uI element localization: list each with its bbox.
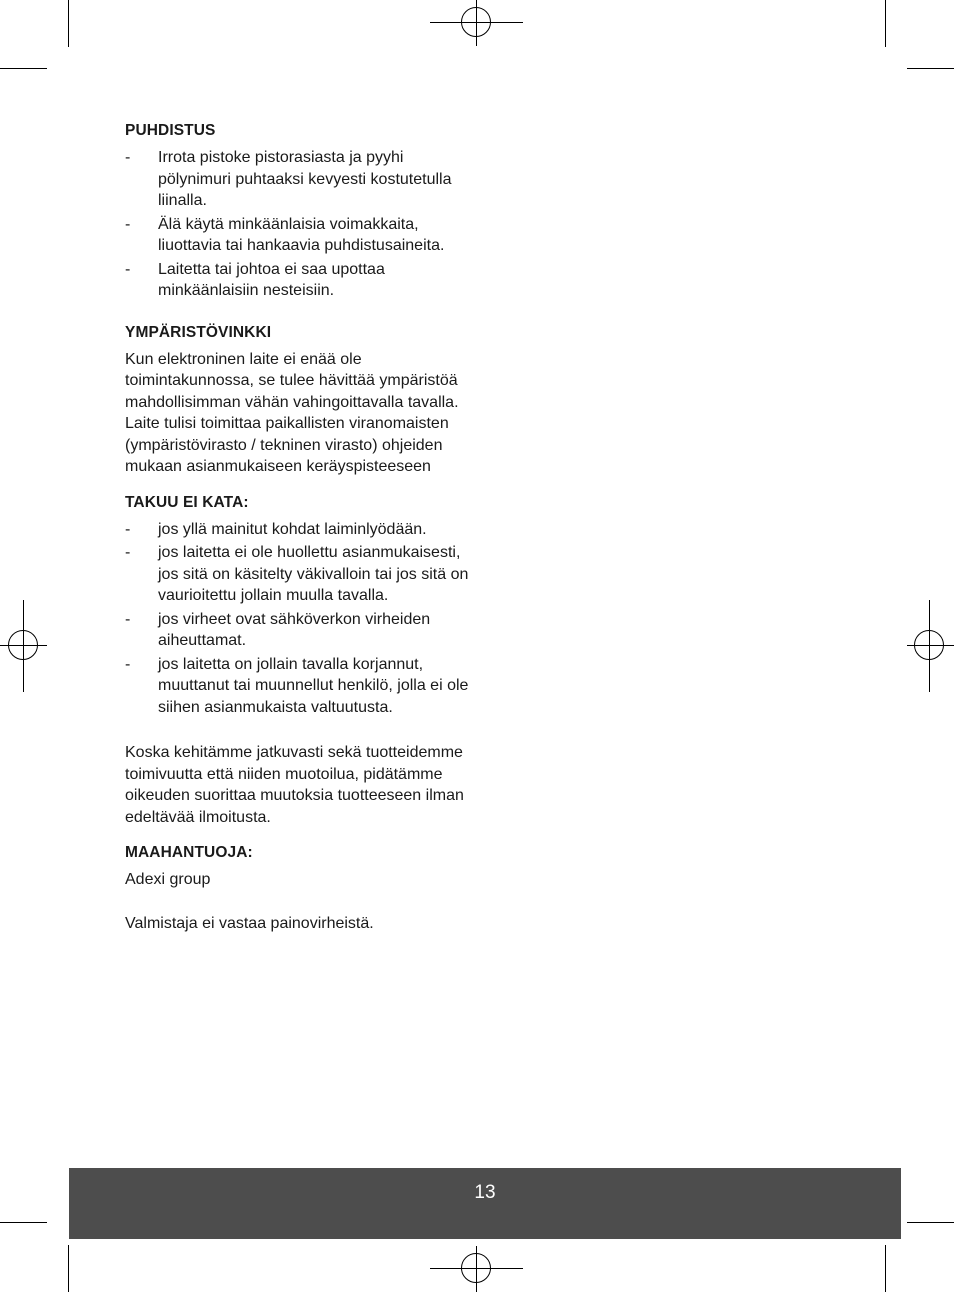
page-number: 13 [474,1182,496,1203]
crop-mark-bottom-left-v [68,1245,69,1292]
list-item: - Laitetta tai johtoa ei saa upottaa minkäänlaisiin nesteisiin. [125,260,385,299]
list-item: - jos laitetta on jollain tavalla korjannut, muuttanut tai muunnellut henkilö, jolla ei ole siihen asianmukaista valtuutusta. [125,655,469,716]
warranty-list [125,519,470,719]
crop-mark-top-right-v [885,0,886,47]
disclaimer-text: Valmistaja ei vastaa painovirheistä. [125,914,374,932]
list-item: - Irrota pistoke pistorasiasta ja pyyhi pölynimuri puhtaaksi kevyesti kostutetulla liinalla. [125,149,452,209]
content-column [125,120,470,934]
list-item: - jos yllä mainitut kohdat laiminlyödään. [125,520,427,538]
list-item: - jos virheet ovat sähköverkon virheiden aiheuttamat. [125,610,431,649]
heading-environment: YMPÄRISTÖVINKKI [125,323,272,341]
crop-mark-bottom-right-h [907,1222,954,1223]
list-item: - jos laitetta ei ole huollettu asianmukaisesti, jos sitä on käsitelty väkivalloin tai jos sitä on vaurioitettu jollain muulla tavalla. [125,544,469,604]
environment-text: Kun elektroninen laite ei enää ole toimintakunnossa, se tulee hävittää ympäristöä mahdollisimman vähän vahingoittavalla tavalla. Laite tulisi toimittaa paikallisten viranomaisten (ympäristövirasto / tekninen virasto) ohjeiden mukaan asianmukaiseen keräyspisteeseen [125,350,459,475]
crop-mark-bottom-right-v [885,1245,886,1292]
cleaning-list [125,147,470,302]
list-item: - Älä käytä minkäänlaisia voimakkaita, liuottavia tai hankaavia puhdistusaineita. [125,215,445,254]
crop-mark-bottom-left-h [0,1222,47,1223]
heading-warranty: TAKUU EI KATA: [125,493,249,511]
crop-mark-top-left-h [0,68,47,69]
crop-mark-top-left-v [68,0,69,47]
crop-mark-top-right-h [907,68,954,69]
importer-name: Adexi group [125,871,211,888]
warranty-note: Koska kehitämme jatkuvasti sekä tuotteidemme toimivuutta että niiden muotoilua, pidätämme oikeuden suorittaa muutoksia tuotteeseen ilman edeltävää ilmoitusta. [125,744,464,826]
heading-importer: MAAHANTUOJA: [125,844,253,861]
footer-bar [69,1168,901,1239]
heading-cleaning: PUHDISTUS [125,122,216,139]
